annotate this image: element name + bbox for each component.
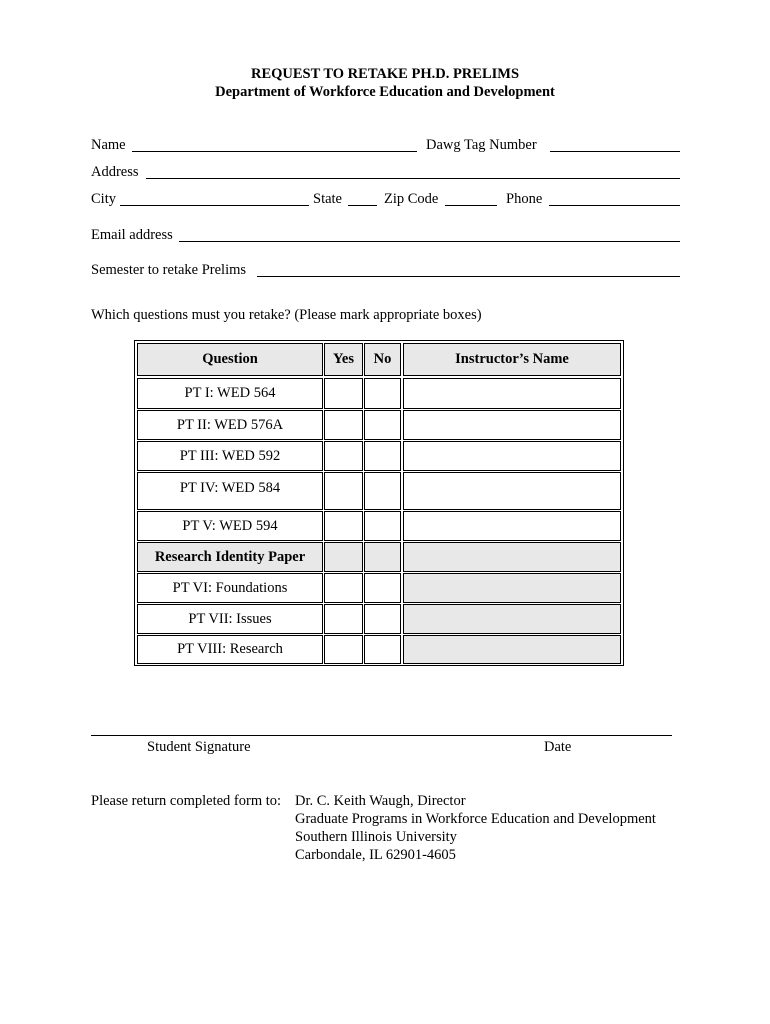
instructor-name-field[interactable]: [403, 441, 621, 471]
question-cell: PT VII: Issues: [137, 604, 323, 634]
header-instructor: Instructor’s Name: [403, 343, 621, 376]
name-label: Name: [91, 137, 126, 153]
no-checkbox[interactable]: [364, 573, 401, 603]
student-signature-label: Student Signature: [147, 739, 251, 755]
question-cell: PT VI: Foundations: [137, 573, 323, 603]
address-field[interactable]: [146, 178, 680, 179]
zip-label: Zip Code: [384, 191, 439, 207]
question-cell: PT I: WED 564: [137, 378, 323, 409]
state-field[interactable]: [348, 205, 377, 206]
zip-field[interactable]: [445, 205, 497, 206]
question-cell: PT II: WED 576A: [137, 410, 323, 440]
instructor-name-field[interactable]: [403, 573, 621, 603]
no-checkbox[interactable]: [364, 410, 401, 440]
page-subtitle: Department of Workforce Education and Development: [215, 84, 555, 100]
city-field[interactable]: [120, 205, 309, 206]
return-label: Please return completed form to:: [91, 793, 282, 809]
instructor-name-field[interactable]: [403, 472, 621, 510]
date-label: Date: [544, 739, 572, 755]
no-checkbox[interactable]: [364, 542, 401, 572]
question-cell: PT V: WED 594: [137, 511, 323, 541]
semester-field[interactable]: [257, 276, 680, 277]
return-line-3: Southern Illinois University: [295, 829, 457, 845]
city-label: City: [91, 191, 116, 207]
questions-table: [134, 340, 624, 666]
instructor-name-field[interactable]: [403, 604, 621, 634]
yes-checkbox[interactable]: [324, 378, 363, 409]
yes-checkbox[interactable]: [324, 472, 363, 510]
address-label: Address: [91, 164, 139, 180]
instructor-name-field[interactable]: [403, 410, 621, 440]
yes-checkbox[interactable]: [324, 604, 363, 634]
instructor-name-field[interactable]: [403, 511, 621, 541]
no-checkbox[interactable]: [364, 604, 401, 634]
page-title: REQUEST TO RETAKE PH.D. PRELIMS: [250, 66, 520, 82]
no-checkbox[interactable]: [364, 635, 401, 664]
return-line-2: Graduate Programs in Workforce Education and Development: [295, 811, 656, 827]
section-header-cell: Research Identity Paper: [137, 542, 323, 572]
no-checkbox[interactable]: [364, 378, 401, 409]
yes-checkbox[interactable]: [324, 410, 363, 440]
question-cell: PT III: WED 592: [137, 441, 323, 471]
header-yes: Yes: [324, 343, 363, 376]
no-checkbox[interactable]: [364, 441, 401, 471]
yes-checkbox[interactable]: [324, 441, 363, 471]
instructor-name-field[interactable]: [403, 542, 621, 572]
phone-label: Phone: [506, 191, 543, 207]
return-line-4: Carbondale, IL 62901-4605: [295, 847, 456, 863]
no-checkbox[interactable]: [364, 472, 401, 510]
phone-field[interactable]: [549, 205, 680, 206]
email-label: Email address: [91, 227, 173, 243]
state-label: State: [313, 191, 342, 207]
header-question: Question: [137, 343, 323, 376]
email-field[interactable]: [179, 241, 680, 242]
question-cell: PT VIII: Research: [137, 635, 323, 664]
yes-checkbox[interactable]: [324, 511, 363, 541]
instructions-text: Which questions must you retake? (Please mark appropriate boxes): [91, 307, 482, 323]
semester-label: Semester to retake Prelims: [91, 262, 247, 278]
dawg-tag-field[interactable]: [550, 151, 680, 152]
signature-line[interactable]: [91, 735, 672, 736]
question-cell: PT IV: WED 584: [137, 472, 323, 510]
instructor-name-field[interactable]: [403, 635, 621, 664]
name-field[interactable]: [132, 151, 417, 152]
no-checkbox[interactable]: [364, 511, 401, 541]
yes-checkbox[interactable]: [324, 542, 363, 572]
yes-checkbox[interactable]: [324, 635, 363, 664]
return-line-1: Dr. C. Keith Waugh, Director: [295, 793, 466, 809]
dawg-tag-label: Dawg Tag Number: [426, 137, 537, 153]
yes-checkbox[interactable]: [324, 573, 363, 603]
header-no: No: [364, 343, 401, 376]
instructor-name-field[interactable]: [403, 378, 621, 409]
